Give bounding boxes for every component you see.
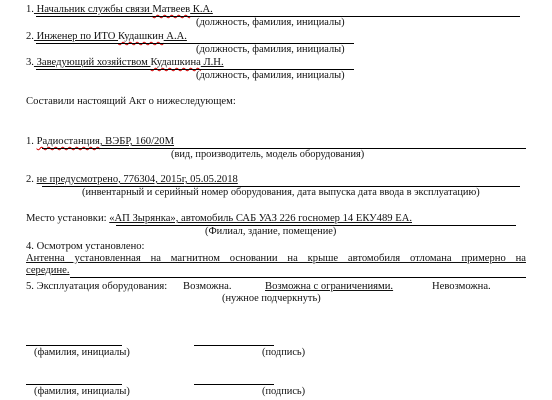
member-1-role: Начальник службы связи bbox=[33, 4, 153, 15]
operation-caption: (нужное подчеркнуть) bbox=[222, 293, 321, 304]
item-2-value: не предусмотрено, 776304, 2015г, 05.05.2018 bbox=[36, 174, 238, 185]
item-1-name: Радиостанция bbox=[36, 136, 100, 147]
signature-2-sign-caption: (подпись) bbox=[262, 386, 306, 397]
member-3-num: 3. bbox=[26, 57, 34, 68]
operation-label: 5. Эксплуатация оборудования: bbox=[26, 281, 168, 292]
member-3-line bbox=[26, 57, 224, 69]
operation-option-impossible: Невозможна. bbox=[432, 281, 491, 292]
inspection-heading: 4. Осмотром установлено: bbox=[26, 241, 145, 252]
member-1-surname: Матвеев bbox=[152, 4, 191, 15]
intro-text: Составили настоящий Акт о нижеследующем: bbox=[26, 96, 236, 107]
item-1-line bbox=[26, 136, 174, 148]
signature-1-sign-caption: (подпись) bbox=[262, 347, 306, 358]
member-2-num: 2. bbox=[26, 31, 34, 42]
member-3-role: Заведующий хозяйством bbox=[33, 57, 151, 68]
member-2-line bbox=[26, 31, 187, 43]
member-3-surname: Кудашкина bbox=[150, 57, 201, 68]
member-1-num: 1. bbox=[26, 4, 34, 15]
item-1-caption: (вид, производитель, модель оборудования) bbox=[171, 149, 365, 160]
member-2-role: Инженер по ИТО bbox=[33, 31, 119, 42]
location-caption: (Филиал, здание, помещение) bbox=[205, 226, 337, 237]
signature-2-name-line bbox=[26, 384, 122, 385]
inspection-line-2: середине. bbox=[26, 265, 70, 276]
member-1-caption: (должность, фамилия, инициалы) bbox=[196, 17, 345, 28]
member-2-caption: (должность, фамилия, инициалы) bbox=[196, 44, 345, 55]
location-label: Место установки: bbox=[26, 213, 110, 224]
member-3-initials: Л.Н. bbox=[200, 57, 224, 68]
location-line bbox=[26, 213, 412, 225]
member-3-caption: (должность, фамилия, инициалы) bbox=[196, 70, 345, 81]
operation-option-possible: Возможна. bbox=[183, 281, 232, 292]
member-1-line bbox=[26, 4, 213, 16]
signature-2-sign-line bbox=[194, 384, 274, 385]
signature-1-name-caption: (фамилия, инициалы) bbox=[34, 347, 130, 358]
signature-1-name-line bbox=[26, 345, 122, 346]
item-2-line bbox=[26, 174, 238, 186]
member-1-initials: К.А. bbox=[190, 4, 213, 15]
signature-2-name-caption: (фамилия, инициалы) bbox=[34, 386, 130, 397]
operation-option-limited: Возможна с ограничениями. bbox=[265, 281, 394, 292]
member-2-initials: А.А. bbox=[163, 31, 187, 42]
item-2-caption: (инвентарный и серийный номер оборудования, дата выпуска дата ввода в эксплуатацию) bbox=[82, 187, 480, 198]
signature-1-sign-line bbox=[194, 345, 274, 346]
item-1-model: , ВЭБР, 160/20М bbox=[99, 136, 175, 147]
item-2-num: 2. bbox=[26, 174, 34, 185]
location-value: «АП Зырянка», автомобиль САБ УАЗ 226 госномер 14 ЕКУ489 ЕА. bbox=[109, 213, 412, 224]
member-2-surname: Кудашкин bbox=[118, 31, 164, 42]
inspection-underline bbox=[70, 277, 526, 278]
item-1-num: 1. bbox=[26, 136, 34, 147]
inspection-line-1: Антенна установленная на магнитном основании на крыше автомобиля отломана примерно на bbox=[26, 253, 526, 264]
